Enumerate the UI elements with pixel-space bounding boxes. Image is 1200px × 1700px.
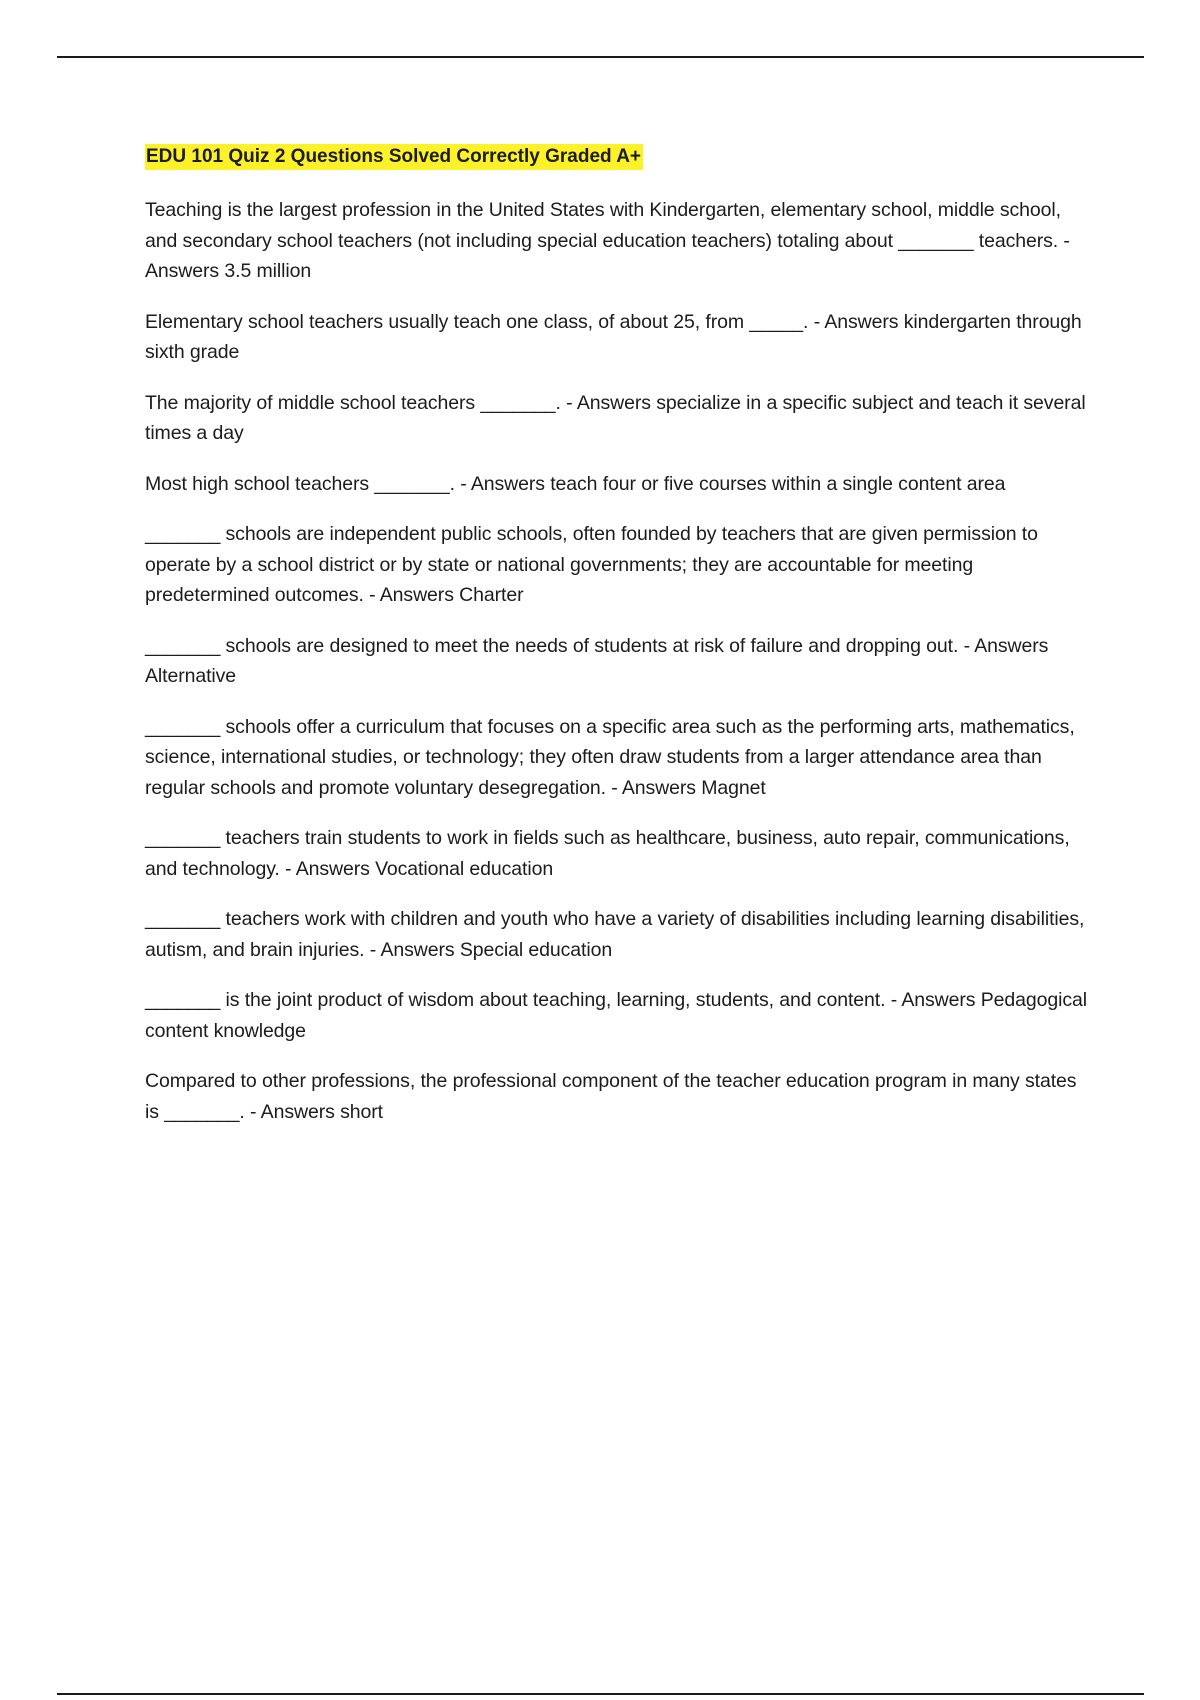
qa-item: _______ schools are designed to meet the needs of students at risk of failure and dropping out. - Answers Alternative: [145, 634, 1049, 687]
qa-item: The majority of middle school teachers _______. - Answers specialize in a specific subject and teach it several times a day: [145, 391, 1086, 444]
qa-item: _______ teachers work with children and youth who have a variety of disabilities including learning disabilities, autism, and brain injuries. - Answers Special education: [145, 908, 1085, 961]
document-body: [145, 144, 1090, 1147]
qa-item: _______ schools are independent public schools, often founded by teachers that are given permission to operate by a school district or by state or national governments; they are accountable for meeting predetermined outcomes. - Answers Charter: [145, 523, 1038, 606]
qa-item: _______ schools offer a curriculum that focuses on a specific area such as the performing arts, mathematics, science, international studies, or technology; they often draw students from a larger attendance area than regular schools and promote voluntary desegregation. - Answers Magnet: [145, 715, 1075, 799]
qa-item: Elementary school teachers usually teach one class, of about 25, from _____. - Answers kindergarten through sixth grade: [145, 310, 1082, 363]
footer-rule: [57, 1693, 1144, 1695]
qa-item: _______ is the joint product of wisdom about teaching, learning, students, and content. - Answers Pedagogical content knowledge: [145, 989, 1087, 1042]
header-rule: [57, 56, 1144, 58]
qa-item: Compared to other professions, the professional component of the teacher education program in many states is _______. - Answers short: [145, 1070, 1077, 1123]
qa-item: Most high school teachers _______. - Answers teach four or five courses within a single content area: [145, 472, 1006, 495]
qa-item: _______ teachers train students to work in fields such as healthcare, business, auto repair, communications, and technology. - Answers Vocational education: [145, 827, 1070, 880]
qa-item: Teaching is the largest profession in the United States with Kindergarten, elementary school, middle school, and secondary school teachers (not including special education teachers) totaling about _______ teachers. - Answers 3.5 million: [145, 199, 1070, 282]
document-title: EDU 101 Quiz 2 Questions Solved Correctly Graded A+: [145, 144, 643, 170]
